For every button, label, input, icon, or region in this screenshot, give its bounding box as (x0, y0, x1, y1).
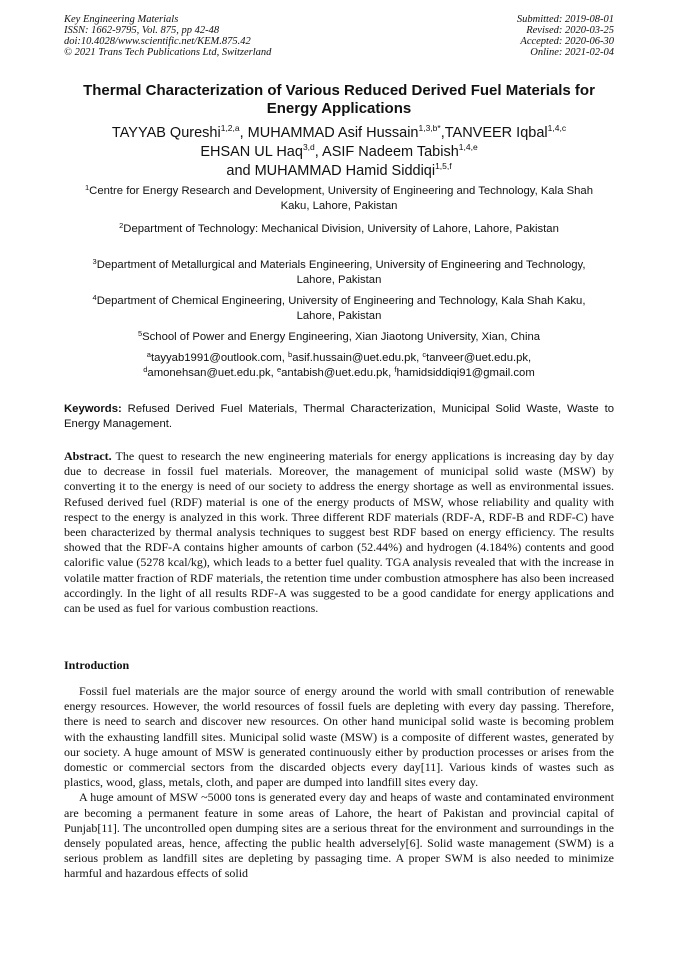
affiliation-text: Centre for Energy Research and Development, University of Engineering and Technology, Kala Shah Kaku, Lahore, Pakistan (89, 185, 593, 212)
author-affil-sup: 1,4,e (458, 142, 478, 152)
affiliation-text: Department of Technology: Mechanical Division, University of Lahore, Lahore, Pakistan (123, 223, 559, 235)
affiliation-1 (80, 184, 598, 213)
email-link[interactable]: tayyab1991@outlook.com, (150, 352, 289, 364)
email-list (80, 351, 598, 380)
author-affil-sup: 3,d (302, 142, 315, 152)
author-affil-sup: 1,3,b* (418, 123, 441, 133)
affiliation-sup: 5 (137, 329, 143, 338)
author-affil-sup: 1,2,a (220, 123, 240, 133)
email-link[interactable]: antabish@uet.edu.pk, (281, 366, 395, 379)
email-link[interactable]: amonehsan@uet.edu.pk, (147, 366, 277, 379)
introduction-paragraph-1: Fossil fuel materials are the major source of energy around the world with small contribution of renewable energy resources. However, the world resources of fossil fuels are depleting with every day passing. Therefore, there is need to search and discover new resources. On other hand municipal solid waste is becoming problem with the exhausting landfill sites. Municipal solid waste (MSW) is a composite of different wastes, generated by our society. A huge amount of MSW is generated continuously either by production processes or arises from the domestic or commercial sectors from the discarded objects every day[11]. Various kinds of wastes such as plastics, wood, glass, metals, cloth, and paper are dumped into landfill sites every day. (64, 684, 614, 790)
author-name: , MUHAMMAD Asif Hussain (239, 125, 419, 141)
online-date: Online: 2021-02-04 (530, 47, 614, 58)
affiliation-sup: 3 (92, 257, 97, 266)
section-heading-introduction: Introduction (64, 658, 130, 672)
revised-date: Revised: 2020-03-25 (526, 25, 614, 36)
email-link[interactable]: hamidsiddiqi91@gmail.com (396, 366, 535, 379)
author-list (60, 124, 618, 181)
email-sup: e (276, 364, 282, 374)
author-name: and MUHAMMAD Hamid Siddiqi (226, 163, 436, 179)
keywords (64, 402, 614, 431)
email-sup: c (422, 350, 427, 359)
submitted-date: Submitted: 2019-08-01 (516, 14, 614, 25)
email-link[interactable]: asif.hussain@uet.edu.pk, (292, 352, 423, 364)
doi-line: doi:10.4028/www.scientific.net/KEM.875.42 (64, 36, 251, 47)
accepted-date: Accepted: 2020-06-30 (520, 36, 614, 47)
author-name: , ASIF Nadeem Tabish (314, 144, 459, 160)
affiliation-sup: 1 (84, 183, 90, 192)
affiliation-5 (80, 330, 598, 345)
author-name: ,TANVEER Iqbal (440, 125, 548, 141)
journal-name: Key Engineering Materials (64, 14, 179, 25)
affiliation-text: Department of Chemical Engineering, University of Engineering and Technology, Kala Shah Kaku, Lahore, Pakistan (96, 295, 586, 322)
affiliation-sup: 2 (119, 221, 124, 230)
affiliation-2 (80, 222, 598, 237)
email-sup: a (146, 350, 151, 359)
introduction-body (64, 684, 614, 882)
introduction-paragraph-2: A huge amount of MSW ~5000 tons is generated every day and heaps of waste and contaminated environment are becoming a permanent feature in some areas of Lahore, the heart of Pakistan and provincial capital of Punjab[11]. The uncontrolled open dumping sites are a serious threat for the environment and surroundings in the densely populated areas, hence, affecting the public health adversely[6]. Solid waste management (SWM) is a serious problem as landfill sites are depleting by passaging time. A proper SWM is also needed to minimize harmful and hazardous effects of solid (64, 790, 614, 881)
email-link[interactable]: tanveer@uet.edu.pk, (426, 352, 532, 364)
email-sup: f (394, 364, 397, 374)
email-sup: d (143, 364, 148, 374)
publication-dates (517, 14, 614, 58)
issn-line: ISSN: 1662-9795, Vol. 875, pp 42-48 (64, 25, 220, 36)
keywords-label: Keywords: (64, 403, 122, 415)
affiliation-sup: 4 (92, 293, 97, 302)
abstract-label: Abstract. (64, 449, 112, 463)
journal-info (64, 14, 271, 58)
paper-title: Thermal Characterization of Various Reduced Derived Fuel Materials for Energy Applications (83, 82, 595, 117)
author-name: TAYYAB Qureshi (111, 125, 221, 141)
abstract-text: The quest to research the new engineering materials for energy applications is increasing day by day due to decrease in fossil fuel materials. Moreover, the management of municipal solid waste (MSW) by converting it to the energy is need of our society to address the energy shortage as well as environmental issues. Refused derived fuel (RDF) material is one of the energy products of MSW, whose reliability and quality with respect to the energy is analyzed in this work. Three different RDF materials (RDF-A, RDF-B and RDF-C) have been characterized by thermal analysis techniques to suggest best RDF based on energy efficiency. The results showed that the RDF-A contains higher amounts of carbon (52.44%) and hydrogen (4.184%) contents and good calorific value (5278 kcal/kg), which leads to a better fuel quality. TGA analysis revealed that with the increase in volatile matter fraction of RDF materials, the retention time under combustion atmosphere has also been increased accordingly. In the light of all results RDF-A was suggested to be a good candidate for energy applications and can be used as fuel for various combustion reactions. (64, 449, 614, 616)
journal-header (64, 14, 614, 58)
keywords-text: Refused Derived Fuel Materials, Thermal Characterization, Municipal Solid Waste, Waste to Energy Management. (64, 403, 614, 430)
affiliation-4 (80, 294, 598, 323)
email-sup: b (288, 350, 293, 359)
author-affil-sup: 1,5,f (435, 161, 452, 171)
author-name: EHSAN UL Haq (200, 144, 303, 160)
affiliation-3 (80, 258, 598, 287)
author-affil-sup: 1,4,c (547, 123, 567, 133)
affiliation-text: Department of Metallurgical and Materials Engineering, University of Engineering and Technology, Lahore, Pakistan (96, 259, 586, 286)
affiliation-text: School of Power and Energy Engineering, Xian Jiaotong University, Xian, China (142, 331, 541, 343)
copyright-line: © 2021 Trans Tech Publications Ltd, Switzerland (64, 47, 272, 58)
abstract (64, 449, 614, 616)
